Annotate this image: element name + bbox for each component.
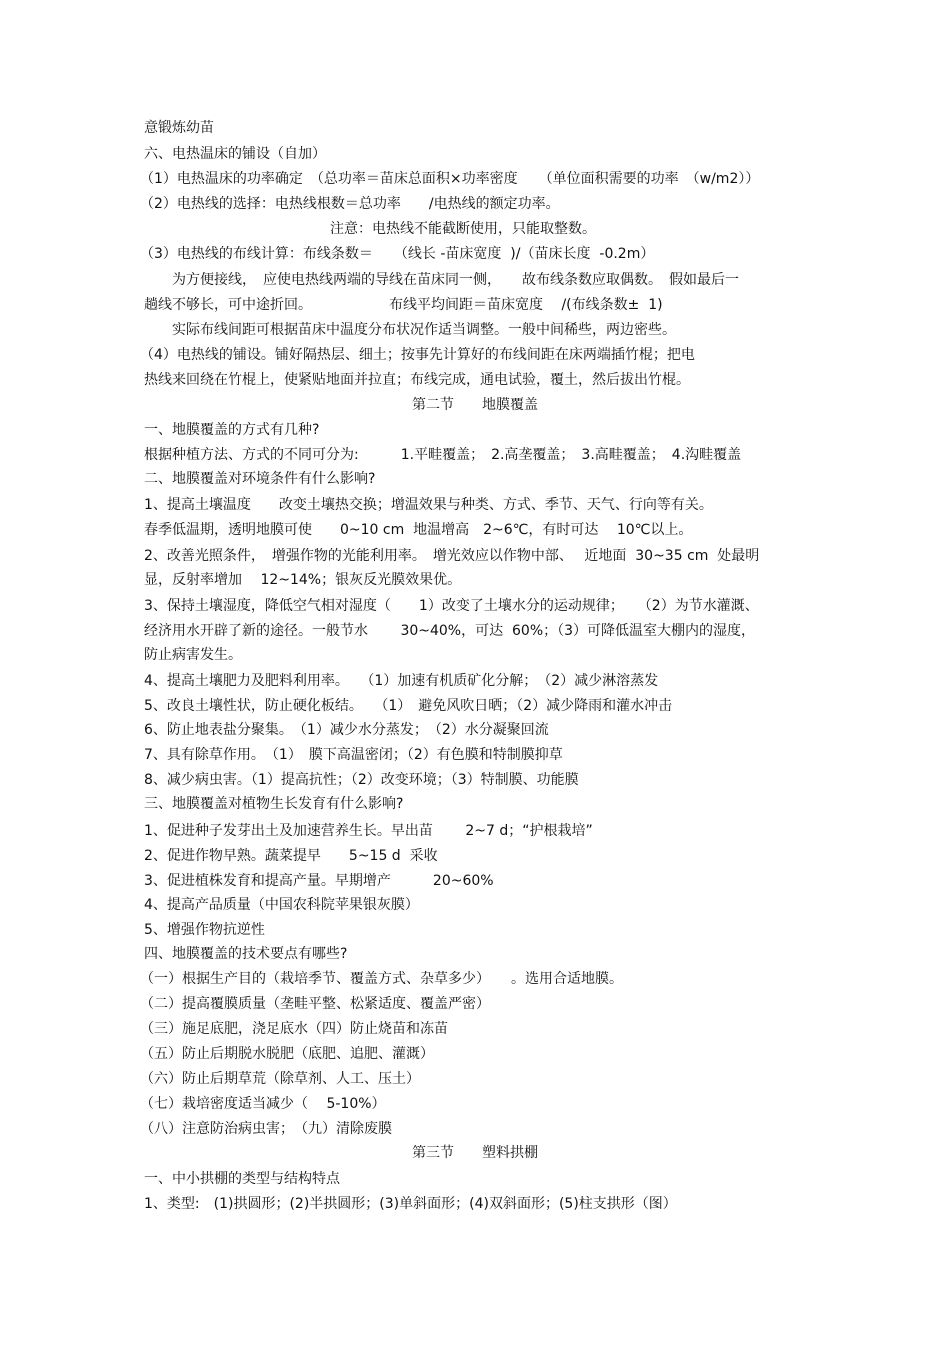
text-line: 根据种植方法、方式的不同可分为: 1.平畦覆盖； 2.高垄覆盖； 3.高畦覆盖； 4.沟畦覆盖 xyxy=(144,447,742,463)
text-line: 3、保持土壤湿度，降低空气相对湿度（ 1）改变了土壤水分的运动规律； （2）为节水灌溉、 xyxy=(144,598,759,614)
text-line: 趟线不够长，可中途折回。 布线平均间距＝苗床宽度 /(布线条数± 1) xyxy=(144,297,663,313)
text-line: 2、促进作物早熟。蔬菜提早 5~15 d 采收 xyxy=(144,848,438,864)
text-line: 6、防止地表盐分聚集。 （1）减少水分蒸发； （2）水分凝聚回流 xyxy=(144,722,549,738)
text-line: 3、促进植株发育和提高产量。早期增产 20~60% xyxy=(144,873,494,889)
text-line: 实际布线间距可根据苗床中温度分布状况作适当调整。一般中间稀些，两边密些。 xyxy=(144,322,676,338)
text-line: 5、改良土壤性状，防止硬化板结。 （1） 避免风吹日晒；（2）减少降雨和灌水冲击 xyxy=(144,698,673,714)
question-heading: 一、地膜覆盖的方式有几种? xyxy=(144,422,320,438)
text-line: 7、具有除草作用。 （1） 膜下高温密闭；（2）有色膜和特制膜抑草 xyxy=(144,747,563,763)
text-line: （八）注意防治病虫害； （九）清除废膜 xyxy=(140,1121,392,1137)
text-line: 意锻炼幼苗 xyxy=(144,120,214,136)
text-line: 1、类型: (1)拱圆形；(2)半拱圆形；(3)单斜面形；(4)双斜面形；(5)柱支拱形（图） xyxy=(144,1196,677,1212)
text-line: （2）电热线的选择：电热线根数＝总功率 /电热线的额定功率。 xyxy=(140,196,560,212)
text-line: 春季低温期，透明地膜可使 0~10 cm 地温增高 2~6℃，有时可达 10℃以上。 xyxy=(144,522,693,538)
text-line: （七）栽培密度适当减少（ 5-10%） xyxy=(140,1096,386,1112)
text-line: （1）电热温床的功率确定 （总功率＝苗床总面积×功率密度 （单位面积需要的功率 （w/m2）） xyxy=(140,171,760,187)
text-line: （一）根据生产目的（栽培季节、覆盖方式、杂草多少） 。选用合适地膜。 xyxy=(140,971,623,987)
text-line: （五）防止后期脱水脱肥（底肥、追肥、灌溉） xyxy=(140,1046,434,1062)
section-title: 第三节 塑料拱棚 xyxy=(412,1145,538,1161)
text-line: 1、促进种子发芽出土及加速营养生长。早出苗 2~7 d；“护根栽培” xyxy=(144,823,593,839)
text-line: （三）施足底肥，浇足底水（四）防止烧苗和冻苗 xyxy=(140,1021,448,1037)
text-line: 5、增强作物抗逆性 xyxy=(144,922,265,938)
text-line: （六）防止后期草荒（除草剂、人工、压土） xyxy=(140,1071,420,1087)
text-line: （4）电热线的铺设。铺好隔热层、细土；按事先计算好的布线间距在床两端插竹棍；把电 xyxy=(140,347,695,363)
text-line: 4、提高土壤肥力及肥料利用率。 （1）加速有机质矿化分解； （2）减少淋溶蒸发 xyxy=(144,673,659,689)
question-heading: 一、中小拱棚的类型与结构特点 xyxy=(144,1171,340,1187)
text-line: 1、提高土壤温度 改变土壤热交换；增温效果与种类、方式、季节、天气、行向等有关。 xyxy=(144,497,713,513)
text-line: （二）提高覆膜质量（垄畦平整、松紧适度、覆盖严密） xyxy=(140,996,490,1012)
text-line: 2、改善光照条件， 增强作物的光能利用率。 增光效应以作物中部、 近地面 30~35 cm 处最明 xyxy=(144,548,760,564)
text-line: 防止病害发生。 xyxy=(144,647,242,663)
text-line: 显，反射率增加 12~14%；银灰反光膜效果优。 xyxy=(144,572,462,588)
text-line: 8、减少病虫害。（1）提高抗性；（2）改变环境；（3）特制膜、功能膜 xyxy=(144,772,579,788)
section-heading: 六、电热温床的铺设（自加） xyxy=(144,146,326,162)
text-line: 4、提高产品质量（中国农科院苹果银灰膜） xyxy=(144,897,419,913)
question-heading: 三、地膜覆盖对植物生长发育有什么影响? xyxy=(144,796,404,812)
text-line: 热线来回绕在竹棍上，使紧贴地面并拉直；布线完成，通电试验，覆土，然后拔出竹棍。 xyxy=(144,372,690,388)
question-heading: 四、地膜覆盖的技术要点有哪些? xyxy=(144,946,348,962)
question-heading: 二、地膜覆盖对环境条件有什么影响? xyxy=(144,471,376,487)
text-line: 为方便接线， 应使电热线两端的导线在苗床同一侧， 故布线条数应取偶数。 假如最后一 xyxy=(144,272,739,288)
text-line: （3）电热线的布线计算：布线条数＝ （线长 -苗床宽度 )/（苗床长度 -0.2m） xyxy=(140,246,655,262)
note-line: 注意：电热线不能截断使用，只能取整数。 xyxy=(330,221,596,237)
section-title: 第二节 地膜覆盖 xyxy=(412,397,538,413)
text-line: 经济用水开辟了新的途径。一般节水 30~40%，可达 60%；（3）可降低温室大棚内的湿度， xyxy=(144,623,756,639)
